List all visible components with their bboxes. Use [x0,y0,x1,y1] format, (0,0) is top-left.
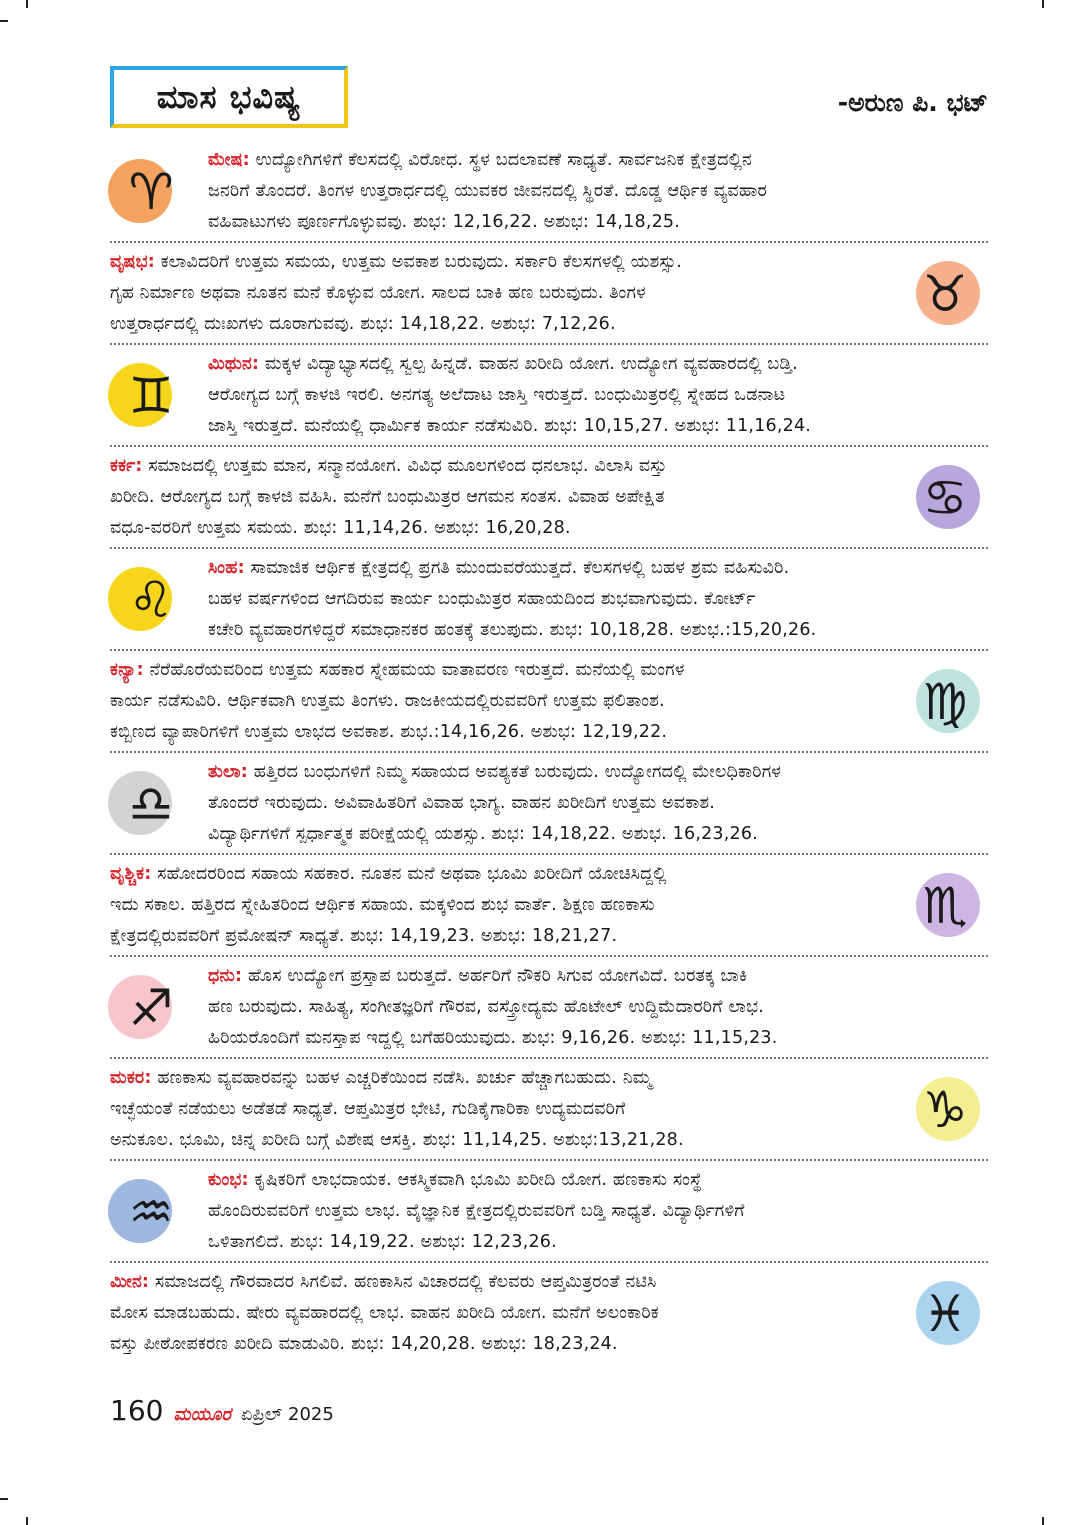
scales-icon [106,763,192,849]
crop-mark [0,20,8,22]
line-text: ಬಹಳ ವರ್ಷಗಳಿಂದ ಆಗದಿರುವ ಕಾರ್ಯ ಬಂಧುಮಿತ್ರರ ಸಹಾಯದಿಂದ ಶುಭವಾಗುವುದು. ಕೋರ್ಟ್ [208,589,756,609]
dotted-separator [110,445,988,447]
horoscope-line [208,961,988,992]
horoscope-line [208,1196,988,1227]
horoscope-line [110,921,900,952]
line-text: ಹೊಸ ಉದ್ಯೋಗ ಪ್ರಸ್ತಾಪ ಬರುತ್ತದೆ. ಅರ್ಹರಿಗೆ ನೌಕರಿ ಸಿಗುವ ಯೋಗವಿದೆ. ಬರತಕ್ಕ ಬಾಕಿ [247,966,748,986]
horoscope-line [110,482,900,513]
sign-name: ಕರ್ಕ: [110,456,143,476]
line-text: ವಧೂ-ವರರಿಗೆ ಉತ್ತಮ ಸಮಯ. ಶುಭ: 11,14,26. ಅಶುಭ: 16,20,28. [110,518,571,538]
dotted-separator [110,955,988,957]
horoscope-entry [0,247,1072,347]
line-text: ಆರೋಗ್ಯದ ಬಗ್ಗೆ ಕಾಳಜಿ ಇರಲಿ. ಅನಗತ್ಯ ಅಲೆದಾಟ ಜಾಸ್ತಿ ಇರುತ್ತದೆ. ಬಂಧುಮಿತ್ರರಲ್ಲಿ ಸ್ನೇಹದ ಒಡನಾಟ [208,385,786,405]
sign-name: ಮಿಥುನ: [208,354,260,374]
horoscope-text [110,1063,900,1156]
line-text: ಸಹೋದರರಿಂದ ಸಹಾಯ ಸಹಕಾರ. ನೂತನ ಮನೆ ಅಥವಾ ಭೂಮಿ ಖರೀದಿಗೆ ಯೋಚಿಸಿದ್ದಲ್ಲಿ [157,864,667,884]
page-number: 160 [110,1394,164,1427]
line-text: ನೆರೆಹೊರೆಯವರಿಂದ ಉತ್ತಮ ಸಹಕಾರ ಸ್ನೇಹಮಯ ವಾತಾವರಣ ಇರುತ್ತದೆ. ಮನೆಯಲ್ಲಿ ಮಂಗಳ [149,660,685,680]
line-text: ಇದು ಸಕಾಲ. ಹತ್ತಿರದ ಸ್ನೇಹಿತರಿಂದ ಆರ್ಥಿಕ ಸಹಾಯ. ಮಕ್ಕಳಿಂದ ಶುಭ ವಾರ್ತೆ. ಶಿಕ್ಷಣ ಹಣಕಾಸು [110,895,655,915]
crop-mark [1042,1517,1044,1525]
svg-text:♊: ♊ [128,367,174,425]
horoscope-entry [0,859,1072,959]
line-text: ಹೊಂದಿರುವವರಿಗೆ ಉತ್ತಮ ಲಾಭ. ವೈಜ್ಞಾನಿಕ ಕ್ಷೇತ್ರದಲ್ಲಿರುವವರಿಗೆ ಬಡ್ತಿ ಸಾಧ್ಯತೆ. ವಿದ್ಯಾರ್ಥಿಗಳಿಗೆ [208,1201,745,1221]
horoscope-line [110,247,900,278]
dotted-separator [110,751,988,753]
horoscope-text [208,1165,988,1258]
line-text: ಕೃಷಿಕರಿಗೆ ಲಾಭದಾಯಕ. ಆಕಸ್ಮಿಕವಾಗಿ ಭೂಮಿ ಖರೀದಿ ಯೋಗ. ಹಣಕಾಸು ಸಂಸ್ಥೆ [254,1170,703,1190]
line-text: ಇಚ್ಛೆಯಂತೆ ನಡೆಯಲು ಅಡೆತಡೆ ಸಾಧ್ಯತೆ. ಆಪ್ತಮಿತ್ರರ ಭೇಟಿ, ಗುಡಿಕೈಗಾರಿಕಾ ಉದ್ಯಮದವರಿಗೆ [110,1099,626,1119]
horoscope-line [110,1125,900,1156]
sign-name: ವೃಷಭ: [110,252,155,272]
virgo-icon [900,661,986,747]
horoscope-line [110,859,900,890]
horoscope-line [208,584,988,615]
horoscope-entry [0,655,1072,755]
horoscope-line [110,655,900,686]
horoscope-text [208,553,988,646]
lion-icon [106,559,192,645]
line-text: ಗೃಹ ನಿರ್ಮಾಣ ಅಥವಾ ನೂತನ ಮನೆ ಕೊಳ್ಳುವ ಯೋಗ. ಸಾಲದ ಬಾಕಿ ಹಣ ಬರುವುದು. ತಿಂಗಳ [110,283,646,303]
line-text: ಉದ್ಯೋಗಿಗಳಿಗೆ ಕೆಲಸದಲ್ಲಿ ವಿರೋಧ. ಸ್ಥಳ ಬದಲಾವಣೆ ಸಾಧ್ಯತೆ. ಸಾರ್ವಜನಿಕ ಕ್ಷೇತ್ರದಲ್ಲಿನ [255,150,752,170]
sign-name: ಮಕರ: [110,1068,152,1088]
horoscope-text [208,757,988,850]
line-text: ಅನುಕೂಲ. ಭೂಮಿ, ಚಿನ್ನ ಖರೀದಿ ಬಗ್ಗೆ ವಿಶೇಷ ಆಸಕ್ತಿ. ಶುಭ: 11,14,25. ಅಶುಭ:13,21,28. [110,1130,684,1150]
horoscope-line [208,757,988,788]
horoscope-line [110,513,900,544]
svg-text:♎: ♎ [128,775,174,833]
sign-name: ವೃಶ್ಚಿಕ: [110,864,152,884]
horoscope-line [110,1329,900,1360]
horoscope-line [110,890,900,921]
line-text: ಜನರಿಗೆ ತೊಂದರೆ. ತಿಂಗಳ ಉತ್ತರಾರ್ಧದಲ್ಲಿ ಯುವಕರ ಜೀವನದಲ್ಲಿ ಸ್ಥಿರತೆ. ದೊಡ್ಡ ಆರ್ಥಿಕ ವ್ಯವಹಾರ [208,181,767,201]
svg-text:♍: ♍ [922,673,968,731]
line-text: ವಹಿವಾಟುಗಳು ಪೂರ್ಣಗೊಳ್ಳುವವು. ಶುಭ: 12,16,22. ಅಶುಭ: 14,18,25. [208,212,681,232]
line-text: ಸಮಾಜದಲ್ಲಿ ಗೌರವಾದರ ಸಿಗಲಿವೆ. ಹಣಕಾಸಿನ ವಿಚಾರದಲ್ಲಿ ಕೆಲವರು ಆಪ್ತಮಿತ್ರರಂತೆ ನಟಿಸಿ [154,1272,657,1292]
author-byline: -ಅರುಣ ಪಿ. ಭಟ್ [837,88,988,117]
pot-icon [106,1171,192,1257]
line-text: ಮೋಸ ಮಾಡಬಹುದು. ಷೇರು ವ್ಯವಹಾರದಲ್ಲಿ ಲಾಭ. ವಾಹನ ಖರೀದಿ ಯೋಗ. ಮನೆಗೆ ಅಲಂಕಾರಿಕ [110,1303,659,1323]
line-text: ಒಳಿತಾಗಲಿದೆ. ಶುಭ: 14,19,22. ಅಶುಭ: 12,23,26. [208,1232,557,1252]
horoscope-text [110,247,900,340]
sign-name: ಮೇಷ: [208,150,250,170]
horoscope-line [208,380,988,411]
horoscope-line [110,309,900,340]
sign-name: ಕುಂಭ: [208,1170,249,1190]
line-text: ಕ್ಷೇತ್ರದಲ್ಲಿರುವವರಿಗೆ ಪ್ರಮೋಷನ್ ಸಾಧ್ಯತೆ. ಶುಭ: 14,19,23. ಅಶುಭ: 18,21,27. [110,926,618,946]
horoscope-line [208,145,988,176]
horoscope-line [208,1165,988,1196]
page-title-box [110,66,348,128]
horoscope-entry [0,451,1072,551]
svg-text:♐: ♐ [128,979,174,1037]
horoscope-line [208,176,988,207]
dotted-separator [110,853,988,855]
horoscope-line [208,1227,988,1258]
page-footer [110,1394,334,1427]
horoscope-entry [0,757,1072,857]
bull-icon [900,253,986,339]
horoscope-entry [0,1267,1072,1367]
twins-icon [106,355,192,441]
svg-text:♒: ♒ [128,1183,174,1241]
crop-mark [1042,0,1044,8]
horoscope-line [208,992,988,1023]
horoscope-entry [0,349,1072,449]
horoscope-entry [0,1063,1072,1163]
line-text: ಹಣ ಬರುವುದು. ಸಾಹಿತ್ಯ, ಸಂಗೀತಜ್ಞರಿಗೆ ಗೌರವ, ವಸ್ತ್ರೋದ್ಯಮ ಹೊಟೇಲ್ ಉದ್ದಿಮೆದಾರರಿಗೆ ಲಾಭ. [208,997,764,1017]
fish-icon [900,1273,986,1359]
horoscope-line [208,615,988,646]
sign-name: ಕನ್ಯಾ: [110,660,144,680]
horoscope-text [110,1267,900,1360]
dotted-separator [110,1261,988,1263]
horoscope-entry [0,1165,1072,1265]
line-text: ಸಾಮಾಜಿಕ ಆರ್ಥಿಕ ಕ್ಷೇತ್ರದಲ್ಲಿ ಪ್ರಗತಿ ಮುಂದುವರೆಯುತ್ತದೆ. ಕೆಲಸಗಳಲ್ಲಿ ಬಹಳ ಶ್ರಮ ವಹಿಸುವಿರಿ. [250,558,790,578]
dotted-separator [110,241,988,243]
sign-name: ಧನು: [208,966,243,986]
svg-text:♑: ♑ [922,1081,968,1139]
horoscope-line [208,788,988,819]
horoscope-line [208,411,988,442]
line-text: ಹತ್ತಿರದ ಬಂಧುಗಳಿಗೆ ನಿಮ್ಮ ಸಹಾಯದ ಅವಶ್ಯಕತೆ ಬರುವುದು. ಉದ್ಯೋಗದಲ್ಲಿ ಮೇಲಧಿಕಾರಿಗಳ [253,762,782,782]
horoscope-line [110,686,900,717]
horoscope-line [110,1298,900,1329]
line-text: ವಸ್ತು ಪೀಠೋಪಕರಣ ಖರೀದಿ ಮಾಡುವಿರಿ. ಶುಭ: 14,20,28. ಅಶುಭ: 18,23,24. [110,1334,618,1354]
archer-icon [106,967,192,1053]
sign-name: ಸಿಂಹ: [208,558,245,578]
svg-text:♌: ♌ [128,571,174,629]
sign-name: ತುಲಾ: [208,762,248,782]
horoscope-text [208,961,988,1054]
horoscope-text [208,349,988,442]
issue-date: ಏಪ್ರಿಲ್ 2025 [240,1404,334,1425]
line-text: ಜಾಸ್ತಿ ಇರುತ್ತದೆ. ಮನೆಯಲ್ಲಿ ಧಾರ್ಮಿಕ ಕಾರ್ಯ ನಡೆಸುವಿರಿ. ಶುಭ: 10,15,27. ಅಶುಭ: 11,16,24. [208,416,812,436]
svg-text:♉: ♉ [922,265,968,323]
scorpion-icon [900,865,986,951]
dotted-separator [110,343,988,345]
horoscope-text [110,655,900,748]
line-text: ಖರೀದಿ. ಆರೋಗ್ಯದ ಬಗ್ಗೆ ಕಾಳಜಿ ವಹಿಸಿ. ಮನೆಗೆ ಬಂಧುಮಿತ್ರರ ಆಗಮನ ಸಂತಸ. ವಿವಾಹ ಅಪೇಕ್ಷಿತ [110,487,665,507]
crab-icon [900,457,986,543]
line-text: ಕಲಾವಿದರಿಗೆ ಉತ್ತಮ ಸಮಯ, ಉತ್ತಮ ಅವಕಾಶ ಬರುವುದು. ಸರ್ಕಾರಿ ಕೆಲಸಗಳಲ್ಲಿ ಯಶಸ್ಸು. [160,252,682,272]
ram-icon [106,151,192,237]
line-text: ಸಮಾಜದಲ್ಲಿ ಉತ್ತಮ ಮಾನ, ಸನ್ಮಾನಯೋಗ. ವಿವಿಧ ಮೂಲಗಳಿಂದ ಧನಲಾಭ. ವಿಲಾಸಿ ವಸ್ತು [148,456,667,476]
line-text: ವಿದ್ಯಾರ್ಥಿಗಳಿಗೆ ಸ್ಪರ್ಧಾತ್ಮಕ ಪರೀಕ್ಷೆಯಲ್ಲಿ ಯಶಸ್ಸು. ಶುಭ: 14,18,22. ಅಶುಭ. 16,23,26. [208,824,758,844]
horoscope-line [208,207,988,238]
horoscope-line [208,819,988,850]
crop-mark [26,0,28,8]
page-title: ಮಾಸ ಭವಿಷ್ಯ [156,77,302,116]
line-text: ಉತ್ತರಾರ್ಧದಲ್ಲಿ ದುಃಖಗಳು ದೂರಾಗುವವು. ಶುಭ: 14,18,22. ಅಶುಭ: 7,12,26. [110,314,616,334]
magazine-name: ಮಯೂರ [173,1404,231,1425]
dotted-separator [110,1057,988,1059]
horoscope-entry [0,553,1072,653]
dotted-separator [110,1159,988,1161]
line-text: ಹಣಕಾಸು ವ್ಯವಹಾರವನ್ನು ಬಹಳ ಎಚ್ಚರಿಕೆಯಿಂದ ನಡೆಸಿ. ಖರ್ಚು ಹೆಚ್ಚಾಗಬಹುದು. ನಿಮ್ಮ [157,1068,652,1088]
sign-name: ಮೀನ: [110,1272,150,1292]
dotted-separator [110,649,988,651]
svg-text:♓: ♓ [922,1285,968,1343]
svg-text:♏: ♏ [922,877,968,935]
crocodile-icon [900,1069,986,1155]
horoscope-line [110,1094,900,1125]
horoscope-line [208,553,988,584]
horoscope-line [110,1063,900,1094]
line-text: ಕಬ್ಬಿಣದ ವ್ಯಾಪಾರಿಗಳಿಗೆ ಉತ್ತಮ ಲಾಭದ ಅವಕಾಶ. ಶುಭ.:14,16,26. ಅಶುಭ: 12,19,22. [110,722,668,742]
line-text: ಕಚೇರಿ ವ್ಯವಹಾರಗಳಿದ್ದರೆ ಸಮಾಧಾನಕರ ಹಂತಕ್ಕೆ ತಲುಪುದು. ಶುಭ: 10,18,28. ಅಶುಭ.:15,20,26. [208,620,817,640]
crop-mark [0,1498,8,1500]
horoscope-line [208,349,988,380]
horoscope-line [110,1267,900,1298]
horoscope-line [208,1023,988,1054]
svg-text:♈: ♈ [128,163,174,221]
line-text: ಕಾರ್ಯ ನಡೆಸುವಿರಿ. ಆರ್ಥಿಕವಾಗಿ ಉತ್ತಮ ತಿಂಗಳು. ರಾಜಕೀಯದಲ್ಲಿರುವವರಿಗೆ ಉತ್ತಮ ಫಲಿತಾಂಶ. [110,691,665,711]
line-text: ತೊಂದರೆ ಇರುವುದು. ಅವಿವಾಹಿತರಿಗೆ ವಿವಾಹ ಭಾಗ್ಯ. ವಾಹನ ಖರೀದಿಗೆ ಉತ್ತಮ ಅವಕಾಶ. [208,793,716,813]
crop-mark [26,1517,28,1525]
horoscope-entry [0,961,1072,1061]
line-text: ಹಿರಿಯರೊಂದಿಗೆ ಮನಸ್ತಾಪ ಇದ್ದಲ್ಲಿ ಬಗೆಹರಿಯುವುದು. ಶುಭ: 9,16,26. ಅಶುಭ: 11,15,23. [208,1028,778,1048]
horoscope-text [208,145,988,238]
horoscope-text [110,451,900,544]
svg-text:♋: ♋ [922,469,968,527]
horoscope-line [110,717,900,748]
dotted-separator [110,547,988,549]
horoscope-line [110,278,900,309]
horoscope-entry [0,145,1072,245]
horoscope-text [110,859,900,952]
horoscope-line [110,451,900,482]
line-text: ಮಕ್ಕಳ ವಿದ್ಯಾಭ್ಯಾಸದಲ್ಲಿ ಸ್ವಲ್ಪ ಹಿನ್ನಡೆ. ವಾಹನ ಖರೀದಿ ಯೋಗ. ಉದ್ಯೋಗ ವ್ಯವಹಾರದಲ್ಲಿ ಬಡ್ತಿ. [264,354,798,374]
